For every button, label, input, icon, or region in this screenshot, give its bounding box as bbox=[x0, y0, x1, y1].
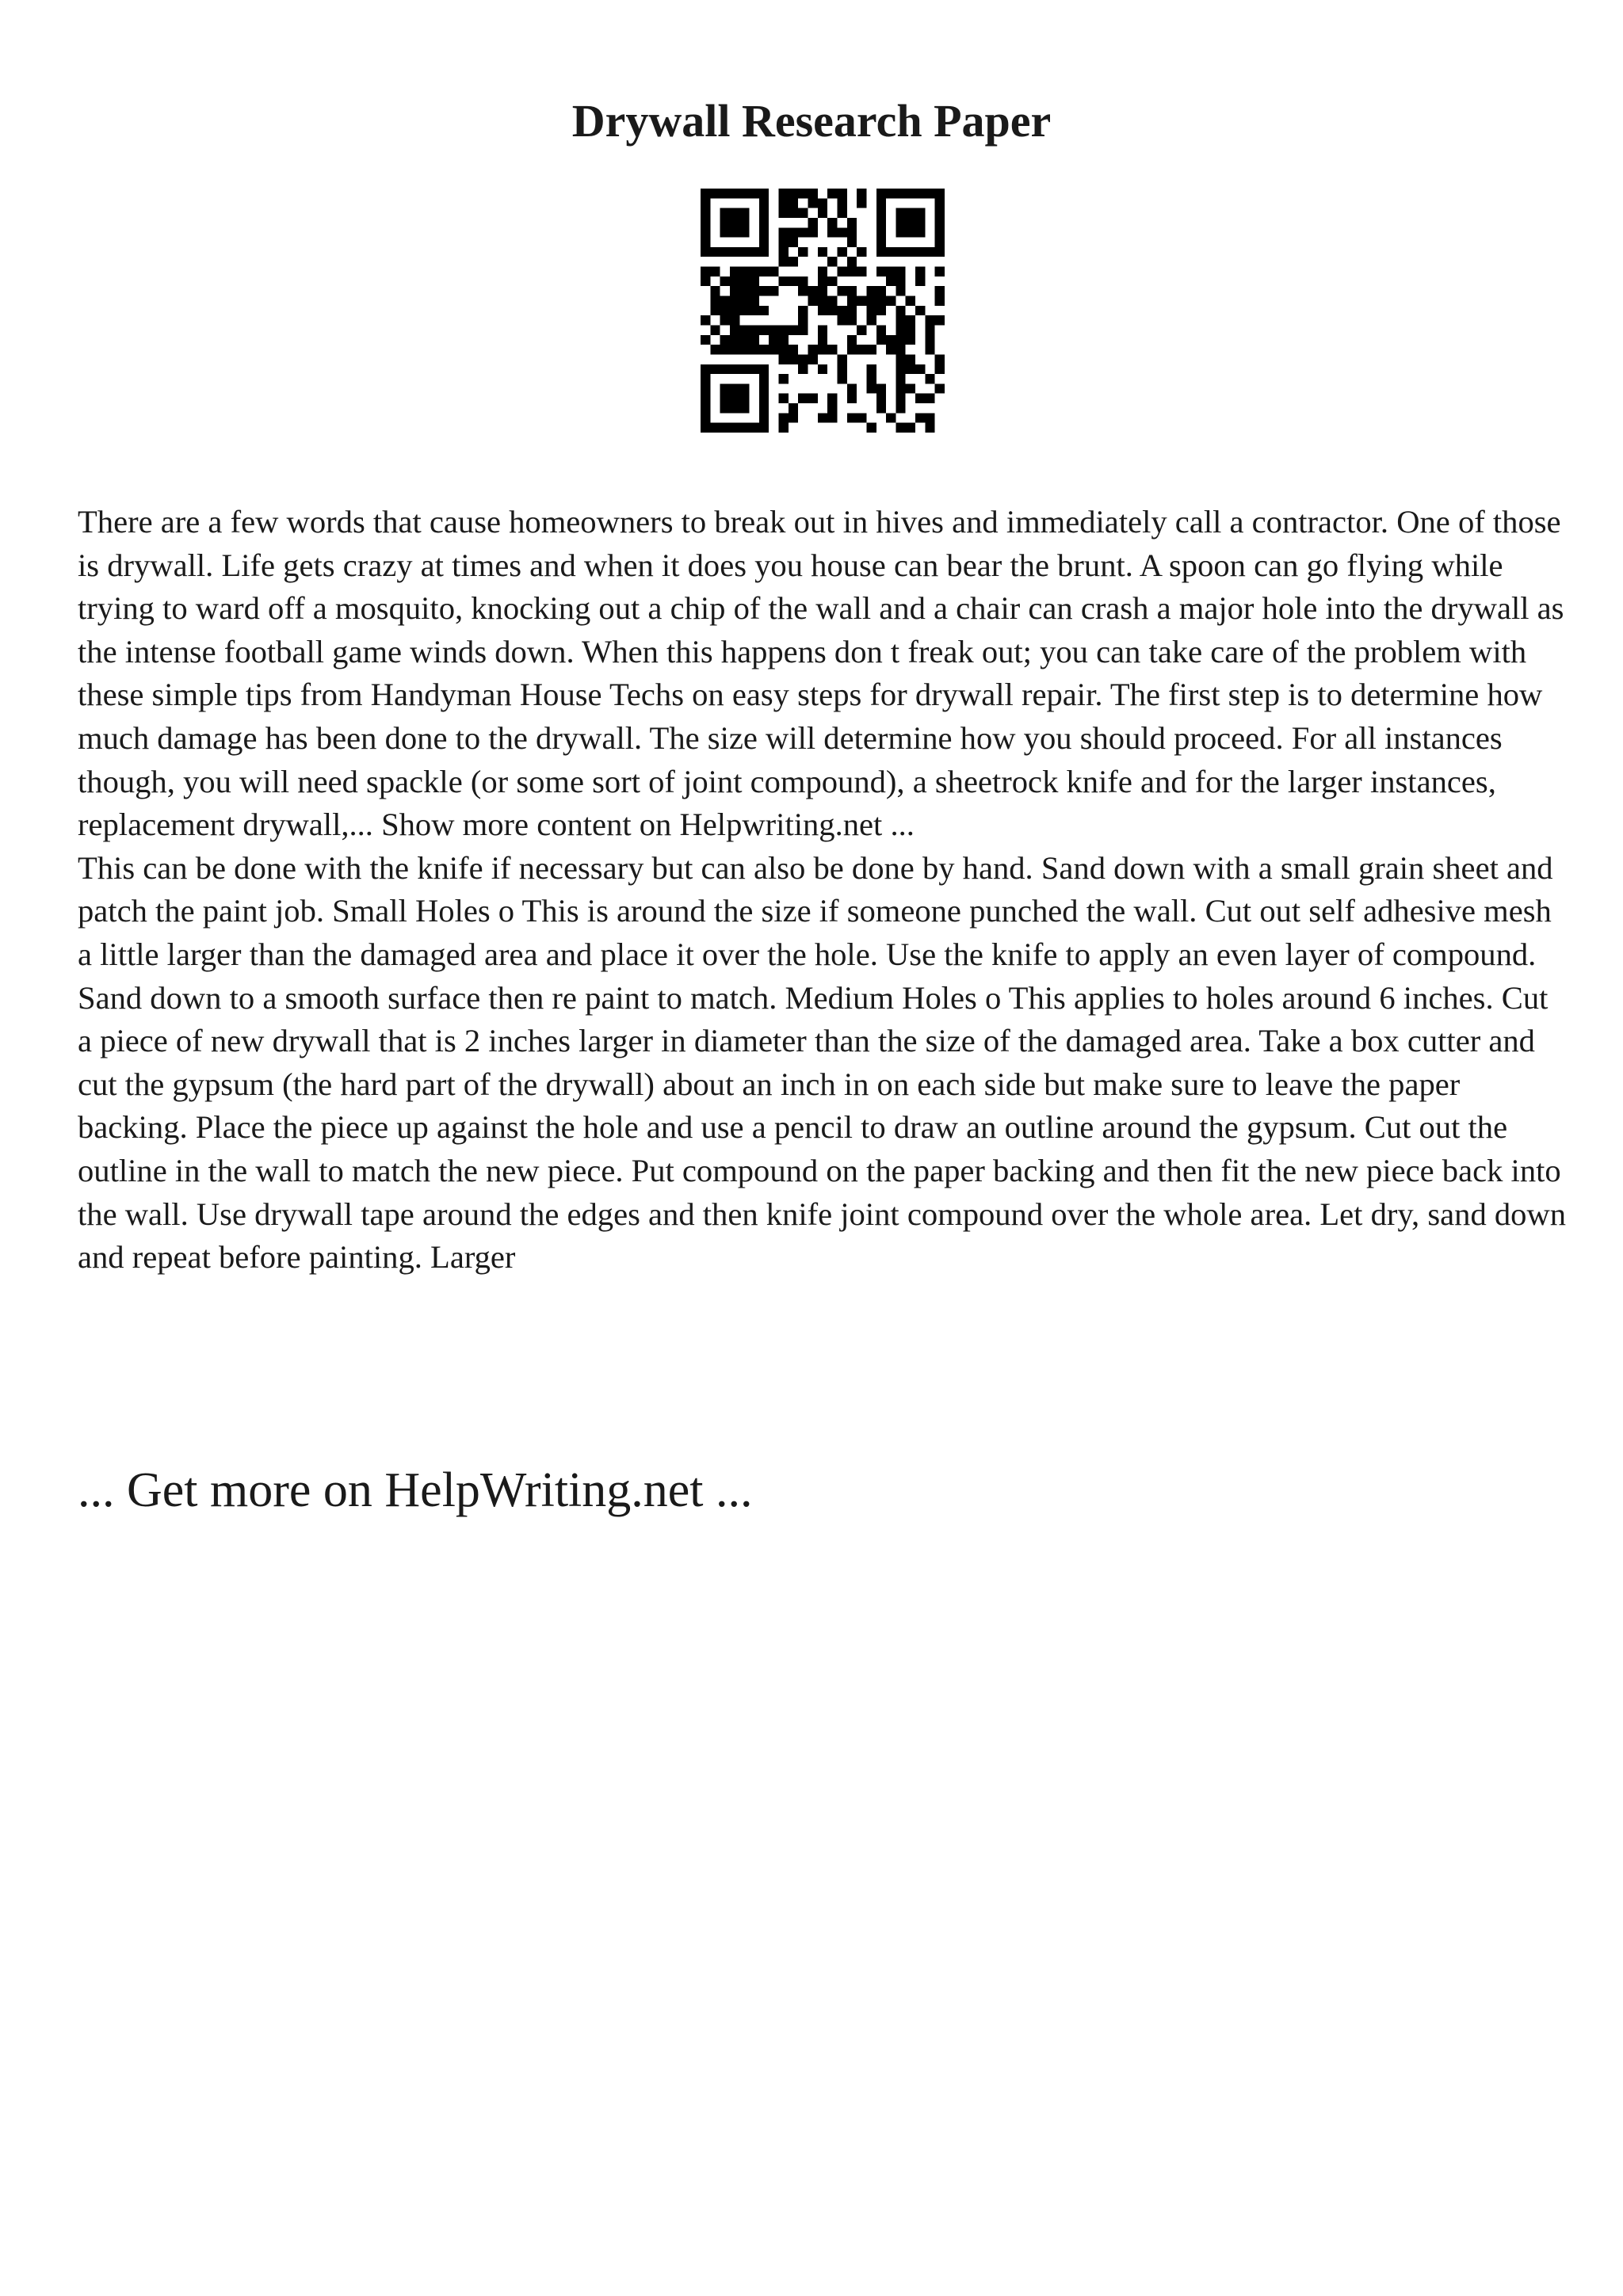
article-body bbox=[78, 501, 1568, 1280]
paragraph-2: This can be done with the knife if necessary but can also be done by hand. Sand down with a small grain sheet and patch the paint job. Small Holes o This is around the size if someone punched the wall. Cut out self adhesive mesh a little larger than the damaged area and place it over the hole. Use the knife to apply an even layer of compound. Sand down to a smooth surface then re paint to match. Medium Holes o This applies to holes around 6 inches. Cut a piece of new drywall that is 2 inches larger in diameter than the size of the damaged area. Take a box cutter and cut the gypsum (the hard part of the drywall) about an inch in on each side but make sure to leave the paper backing. Place the piece up against the hole and use a pencil to draw an outline around the gypsum. Cut out the outline in the wall to match the new piece. Put compound on the paper backing and then fit the new piece back into the wall. Use drywall tape around the edges and then knife joint compound over the whole area. Let dry, sand down and repeat before painting. Larger bbox=[78, 849, 1567, 1276]
qr-code-icon[interactable] bbox=[701, 189, 945, 433]
get-more-link[interactable]: ... Get more on HelpWriting.net ... bbox=[78, 1463, 753, 1517]
paragraph-1: There are a few words that cause homeowners to break out in hives and immediately call a contractor. One of those is drywall. Life gets crazy at times and when it does you house can bear the brunt. A spoon can go flying while trying to ward off a mosquito, knocking out a chip of the wall and a chair can crash a major hole into the drywall as the intense football game winds down. When this happens don t freak out; you can take care of the problem with these simple tips from Handyman House Techs on easy steps for drywall repair. The first step is to determine how much damage has been done to the drywall. The size will determine how you should proceed. For all instances though, you will need spackle (or some sort of joint compound), a sheetrock knife and for the larger instances, replacement drywall,... Show more content on Helpwriting.net ... bbox=[78, 504, 1564, 843]
qr-code-graphic bbox=[701, 189, 945, 433]
page-title: Drywall Research Paper bbox=[571, 95, 1052, 147]
